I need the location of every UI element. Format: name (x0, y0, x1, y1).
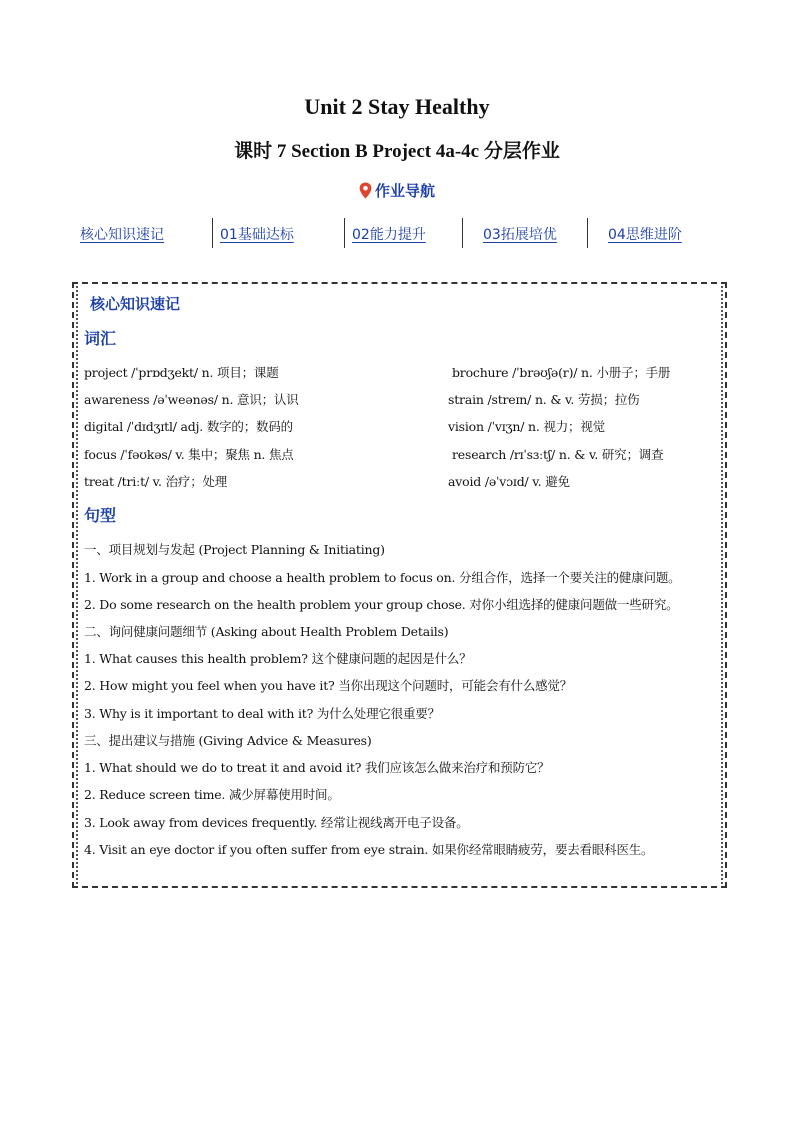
nav-link-basic[interactable]: 01基础达标 (220, 227, 294, 243)
vocab-item: treat /triːt/ v. 治疗；处理 (84, 474, 228, 489)
sentence-item: 1. What should we do to treat it and avoid it? 我们应该怎么做来治疗和预防它？ (84, 760, 550, 775)
vocab-item: digital /ˈdɪdʒɪtl/ adj. 数字的；数码的 (84, 419, 293, 434)
vocab-item: awareness /əˈweənəs/ n. 意识；认识 (84, 392, 299, 407)
vocab-item: avoid /əˈvɔɪd/ v. 避免 (448, 474, 570, 489)
sentence-item: 2. Do some research on the health problem your group chose. 对你小组选择的健康问题做一些研究。 (84, 597, 679, 612)
location-pin-icon (359, 182, 372, 203)
sentence-group-title: 三、提出建议与措施 (Giving Advice & Measures) (84, 733, 372, 748)
nav-divider (212, 218, 213, 248)
vocab-item: brochure /ˈbrəʊʃə(r)/ n. 小册子；手册 (452, 365, 671, 380)
sentence-item: 1. What causes this health problem? 这个健康问题的起因是什么？ (84, 651, 472, 666)
page-title: Unit 2 Stay Healthy (304, 94, 490, 119)
homework-nav-heading (0, 180, 794, 203)
nav-link-ability[interactable]: 02能力提升 (352, 227, 426, 243)
nav-divider (462, 218, 463, 248)
vocab-item: project /ˈprɒdʒekt/ n. 项目；课题 (84, 365, 279, 380)
sentence-item: 2. Reduce screen time. 减少屏幕使用时间。 (84, 787, 340, 802)
sentence-item: 3. Why is it important to deal with it? 为什么处理它很重要？ (84, 706, 440, 721)
sentence-group-title: 一、项目规划与发起 (Project Planning & Initiating) (84, 542, 385, 557)
core-knowledge-heading: 核心知识速记 (90, 295, 181, 313)
sentence-item: 1. Work in a group and choose a health problem to focus on. 分组合作，选择一个要关注的健康问题。 (84, 570, 681, 585)
page-subtitle: 课时 7 Section B Project 4a-4c 分层作业 (234, 141, 560, 162)
vocab-item: research /rɪˈsɜːtʃ/ n. & v. 研究；调查 (452, 447, 664, 462)
nav-link-core-knowledge[interactable]: 核心知识速记 (80, 227, 164, 243)
section-navigation (70, 218, 730, 250)
nav-divider (587, 218, 588, 248)
nav-divider (344, 218, 345, 248)
vocab-item: focus /ˈfəʊkəs/ v. 集中；聚焦 n. 焦点 (84, 447, 294, 462)
sentence-heading: 句型 (84, 506, 117, 525)
sentence-item: 4. Visit an eye doctor if you often suffer from eye strain. 如果你经常眼睛疲劳，要去看眼科医生。 (84, 842, 654, 857)
vocab-heading: 词汇 (84, 329, 117, 348)
sentence-item: 3. Look away from devices frequently. 经常让视线离开电子设备。 (84, 815, 469, 830)
sentence-group-title: 二、询问健康问题细节 (Asking about Health Problem Details) (84, 624, 449, 639)
vocab-item: vision /ˈvɪʒn/ n. 视力；视觉 (448, 419, 605, 434)
sentence-item: 2. How might you feel when you have it? 当你出现这个问题时，可能会有什么感觉？ (84, 678, 573, 693)
nav-link-thinking[interactable]: 04思维进阶 (608, 227, 682, 243)
nav-link-extension[interactable]: 03拓展培优 (483, 227, 557, 243)
vocab-item: strain /streɪn/ n. & v. 劳损；拉伤 (448, 392, 640, 407)
nav-heading-label: 作业导航 (374, 182, 435, 200)
